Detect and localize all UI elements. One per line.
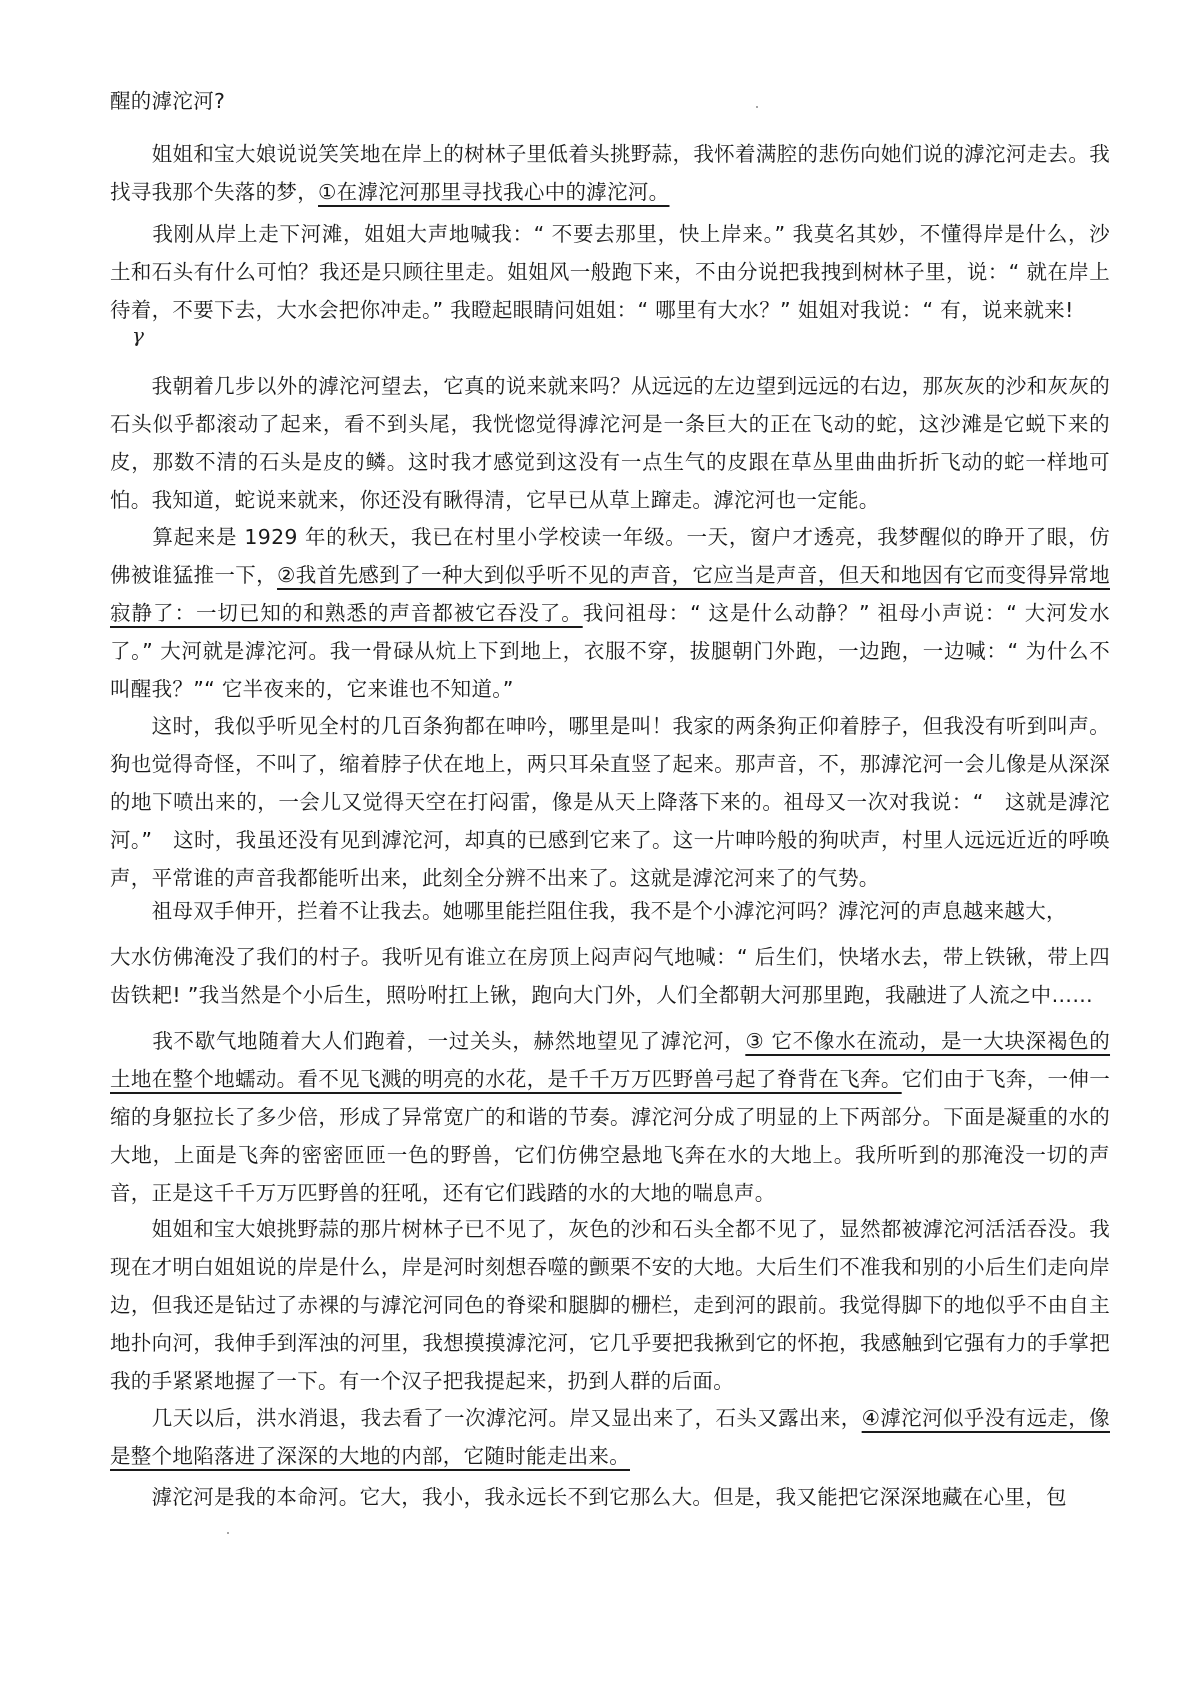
text-run: 我朝着几步以外的滹沱河望去，它真的说来就来吗？从远远的左边望到远远的右边，那灰灰的沙和灰灰的石头似乎都滚动了起来，看不到头尾，我恍惚觉得滹沱河是一条巨大的正在飞动的蛇，这沙滩是它蜕下来的皮，那数不清的石头是皮的鳞。这时我才感觉到这没有一点生气的皮跟在草丛里曲曲折折飞动的蛇一样地可怕。我知道，蛇说来就来，你还没有瞅得清，它早已从草上蹿走。滹沱河也一定能。 (110, 374, 1110, 512)
text-run: 算起来是 1929 年的秋天，我已在村里小学校读一年级。一天，窗户才透亮，我梦醒似的睁开了眼，仿佛被谁猛推一下， (110, 525, 1110, 587)
paragraph-3 (110, 215, 1110, 329)
paragraph-4 (110, 367, 1110, 519)
text-run: 我问祖母：“ 这是什么动静？” 祖母小声说：“ 大河发水了。” 大河就是滹沱河。我一骨碌从炕上下到地上，衣服不穿，拔腿朝门外跑，一边跑，一边喊：“ 为什么不叫醒我？”“ 它半夜来的，它来谁也不知道。” (110, 601, 1110, 701)
text-run: 滹沱河是我的本命河。它大，我小，我永远长不到它那么大。但是，我又能把它深深地藏在心里，包 (110, 1485, 1067, 1509)
paragraph-8 (110, 938, 1110, 1014)
text-run: 它们由于飞奔，一伸一缩的身躯拉长了多少倍，形成了异常宽广的和谐的节奏。滹沱河分成了明显的上下两部分。下面是凝重的水的大地，上面是飞奔的密密匝匝一色的野兽，它们仿佛空悬地飞奔在水的大地上。我所听到的那淹没一切的声音，正是这千千万万匹野兽的狂吼，还有它们践踏的水的大地的喘息声。 (110, 1067, 1110, 1205)
text-run: 几天以后，洪水消退，我去看了一次滹沱河。岸又显出来了，石头又露出来， (110, 1406, 862, 1430)
scan-speck (227, 1532, 229, 1534)
underlined-sentence: ③ 它不像水在流动，是一大块深褐色的土地在整个地蠕动。看不见飞溅的明亮的水花，是千千万万匹野兽弓起了脊背在飞奔。 (110, 1029, 1111, 1091)
text-run: 醒的滹沱河? (110, 89, 226, 113)
paragraph-12 (110, 1478, 1110, 1516)
paragraph-7 (110, 892, 1110, 930)
text-run: 大水仿佛淹没了我们的村子。我听见有谁立在房顶上闷声闷气地喊：“ 后生们，快堵水去，带上铁锹，带上四齿铁耙! ”我当然是个小后生，照吩咐扛上锹，跑向大门外，人们全都朝大河那里跑，我融进了人流之中…… (110, 945, 1110, 1007)
paragraph-6 (110, 707, 1110, 897)
text-run: 这时，我似乎听见全村的几百条狗都在呻吟，哪里是叫！我家的两条狗正仰着脖子，但我没有听到叫声。狗也觉得奇怪，不叫了，缩着脖子伏在地上，两只耳朵直竖了起来。那声音，不，那滹沱河一会儿像是从深深的地下喷出来的，一会儿又觉得天空在打闷雷，像是从天上降落下来的。祖母又一次对我说：“ 这就是滹沱河。” 这时，我虽还没有见到滹沱河，却真的已感到它来了。这一片呻吟般的狗吠声，村里人远远近近的呼唤声，平常谁的声音我都能听出来，此刻全分辨不出来了。这就是滹沱河来了的气势。 (110, 714, 1110, 890)
paragraph-5 (110, 518, 1110, 708)
text-run: 姐姐和宝大娘挑野蒜的那片树林子已不见了，灰色的沙和石头全都不见了，显然都被滹沱河活活吞没。我现在才明白姐姐说的岸是什么，岸是河时刻想吞噬的颤栗不安的大地。大后生们不准我和别的小后生们走向岸边，但我还是钻过了赤裸的与滹沱河同色的脊梁和腿脚的栅栏，走到河的跟前。我觉得脚下的地似乎不由自主地扑向河，我伸手到浑浊的河里，我想摸摸滹沱河，它几乎要把我揪到它的怀抱，我感触到它强有力的手掌把我的手紧紧地握了一下。有一个汉子把我提起来，扔到人群的后面。 (110, 1217, 1110, 1393)
underlined-sentence: ①在滹沱河那里寻找我心中的滹沱河。 (318, 180, 670, 204)
underlined-sentence: ②我首先感到了一种大到似乎听不见的声音，它应当是声音，但天和地因有它而变得异常地寂静了：一切已知的和熟悉的声音都被它吞没了。 (110, 563, 1110, 625)
paragraph-10 (110, 1210, 1110, 1400)
text-run: 我不歇气地随着大人们跑着，一过关头，赫然地望见了滹沱河， (110, 1029, 746, 1053)
paragraph-1 (110, 82, 1110, 120)
text-run: 姐姐和宝大娘说说笑笑地在岸上的树林子里低着头挑野蒜，我怀着满腔的悲伤向她们说的滹沱河走去。我找寻我那个失落的梦， (110, 142, 1110, 204)
underlined-sentence: ④滹沱河似乎没有远走，像是整个地陷落进了深深的大地的内部，它随时能走出来。 (110, 1406, 1110, 1468)
scan-speck (756, 106, 758, 108)
paragraph-11 (110, 1399, 1110, 1475)
paragraph-9 (110, 1022, 1110, 1212)
paragraph-2 (110, 135, 1110, 211)
handwritten-mark: γ (132, 323, 144, 347)
text-run: 我刚从岸上走下河滩，姐姐大声地喊我：“ 不要去那里，快上岸来。” 我莫名其妙，不懂得岸是什么，沙土和石头有什么可怕？我还是只顾往里走。姐姐风一般跑下来，不由分说把我拽到树林子里，说：“ 就在岸上待着，不要下去，大水会把你冲走。” 我瞪起眼睛问姐姐：“ 哪里有大水？” 姐姐对我说：“ 有，说来就来! (110, 222, 1110, 322)
text-run: 祖母双手伸开，拦着不让我去。她哪里能拦阻住我，我不是个小滹沱河吗？滹沱河的声息越来越大， (110, 899, 1067, 923)
